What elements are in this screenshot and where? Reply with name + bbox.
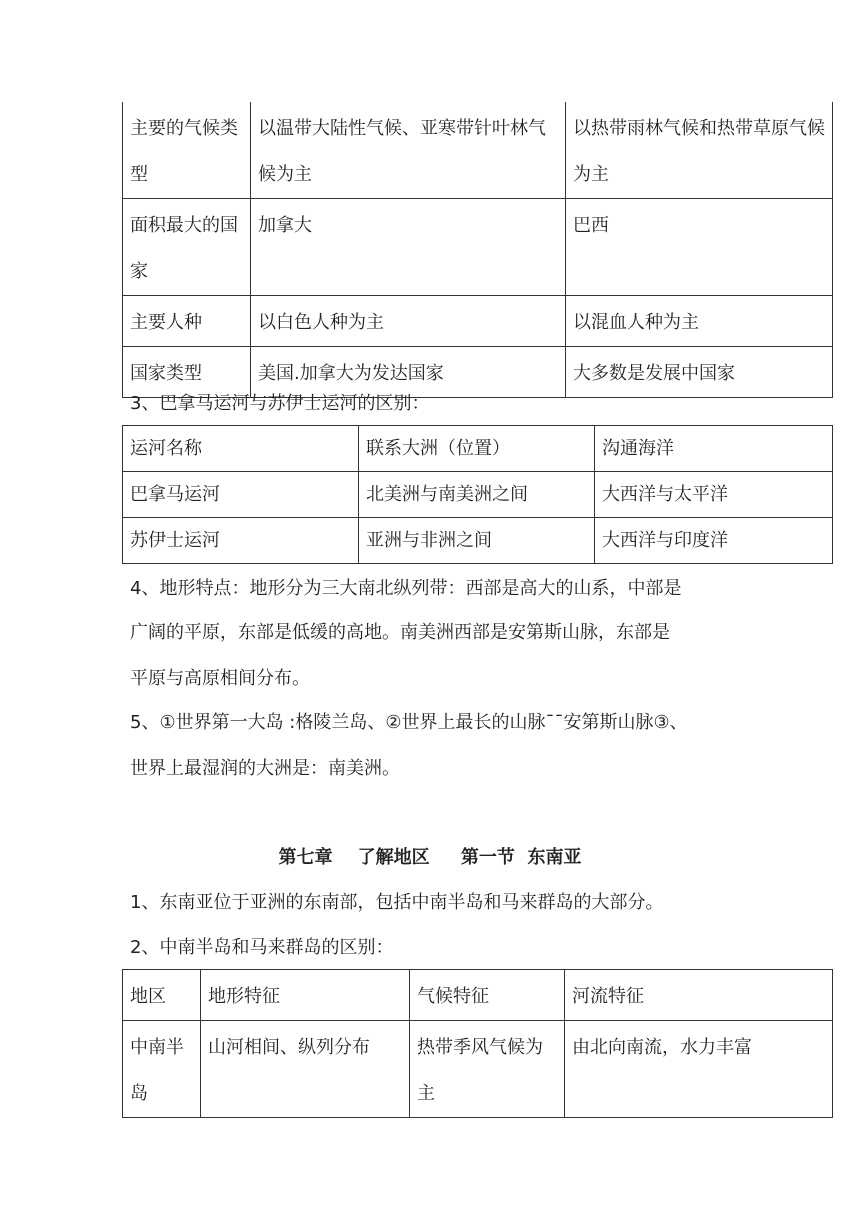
table-cell: 巴拿马运河	[123, 472, 359, 518]
table-cell: 大西洋与印度洋	[595, 518, 833, 564]
table-cell: 主要的气候类型	[123, 102, 251, 199]
table-row	[123, 1021, 833, 1118]
table-cell: 以热带雨林气候和热带草原气候为主	[566, 102, 833, 199]
table-row	[123, 472, 833, 518]
table-header-cell: 河流特征	[565, 970, 833, 1021]
table-row	[123, 199, 833, 296]
table-cell: 苏伊士运河	[123, 518, 359, 564]
facts-paragraph-line-1: 5、①世界第一大岛 :格陵兰岛、②世界上最长的山脉¯¯安第斯山脉③、	[130, 712, 688, 733]
southeast-asia-point-2: 2、中南半岛和马来群岛的区别：	[130, 937, 394, 958]
table-header-row	[123, 426, 833, 472]
table-row	[123, 296, 833, 347]
table-cell: 中南半岛	[123, 1021, 201, 1118]
facts-paragraph-line-2: 世界上最湿润的大洲是：南美洲。	[130, 758, 400, 779]
table-cell: 大多数是发展中国家	[566, 347, 833, 398]
table-cell: 以温带大陆性气候、亚寒带针叶林气候为主	[251, 102, 566, 199]
terrain-paragraph-line-1: 4、地形特点：地形分为三大南北纵列带：西部是高大的山系，中部是	[130, 578, 682, 599]
table-row	[123, 102, 833, 199]
table-cell: 热带季风气候为主	[410, 1021, 565, 1118]
america-comparison-table	[122, 102, 833, 398]
table-cell: 由北向南流，水力丰富	[565, 1021, 833, 1118]
table-cell: 大西洋与太平洋	[595, 472, 833, 518]
table-cell: 巴西	[566, 199, 833, 296]
table-cell: 加拿大	[251, 199, 566, 296]
table-cell: 美国.加拿大为发达国家	[251, 347, 566, 398]
region-comparison-table	[122, 969, 833, 1118]
table-cell: 以白色人种为主	[251, 296, 566, 347]
table-cell: 北美洲与南美洲之间	[359, 472, 595, 518]
table-header-cell: 联系大洲（位置）	[359, 426, 595, 472]
table-cell: 山河相间、纵列分布	[201, 1021, 410, 1118]
terrain-paragraph-line-2: 广阔的平原，东部是低缓的高地。南美洲西部是安第斯山脉，东部是	[130, 622, 670, 643]
table-cell: 国家类型	[123, 347, 251, 398]
terrain-paragraph-line-3: 平原与高原相间分布。	[130, 668, 310, 689]
table-header-cell: 地区	[123, 970, 201, 1021]
table-header-cell: 地形特征	[201, 970, 410, 1021]
canal-section-intro: 3、巴拿马运河与苏伊士运河的区别：	[130, 393, 430, 414]
table-cell: 亚洲与非洲之间	[359, 518, 595, 564]
table-row	[123, 518, 833, 564]
southeast-asia-point-1: 1、东南亚位于亚洲的东南部，包括中南半岛和马来群岛的大部分。	[130, 892, 664, 913]
table-header-cell: 运河名称	[123, 426, 359, 472]
table-cell: 主要人种	[123, 296, 251, 347]
table-cell: 面积最大的国家	[123, 199, 251, 296]
canal-comparison-table	[122, 425, 833, 564]
table-cell: 以混血人种为主	[566, 296, 833, 347]
table-header-cell: 气候特征	[410, 970, 565, 1021]
chapter-heading: 第七章 了解地区 第一节 东南亚	[278, 847, 582, 868]
table-header-row	[123, 970, 833, 1021]
table-header-cell: 沟通海洋	[595, 426, 833, 472]
